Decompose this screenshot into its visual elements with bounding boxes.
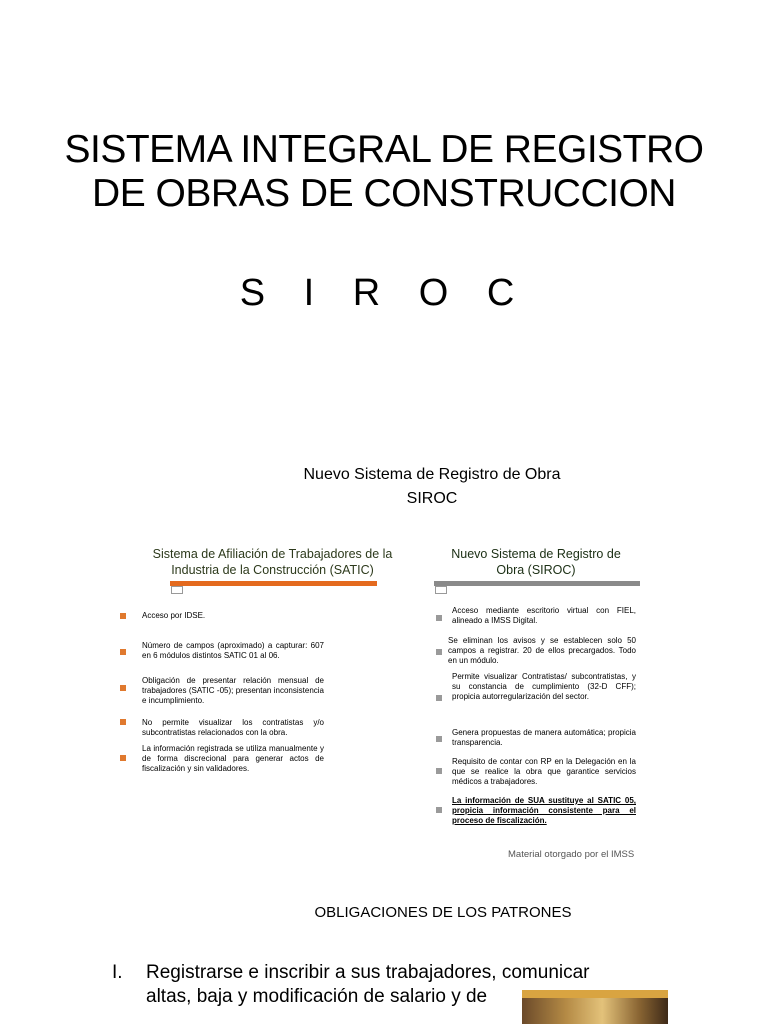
right-item-1: Acceso mediante escritorio virtual con FIEL, alineado a IMSS Digital. [452,606,636,625]
title-line-2: DE OBRAS DE CONSTRUCCION [92,172,676,215]
bullet-icon [436,807,442,813]
acronym-siroc: S I R O C [239,272,529,314]
bullet-icon [436,736,442,742]
left-item-5: La información registrada se utiliza manualmente y de forma discrecional para generar actos de fiscalización y sin validadores. [142,744,324,773]
bullet-icon [436,649,442,655]
left-item-4: No permite visualizar los contratistas y/o subcontratistas relacionados con la obra. [142,718,324,737]
bullet-icon [120,755,126,761]
right-item-4: Genera propuestas de manera automática; propicia transparencia. [452,728,636,747]
right-item-3: Permite visualizar Contratistas/ subcontratistas, y su constancia de cumplimiento (32-D CFF); propicia autorregularización del sector. [452,672,636,701]
right-column-bar [434,581,640,586]
bullet-icon [436,768,442,774]
slide-heading-2: SIROC [406,490,458,507]
bullet-icon [120,685,126,691]
title-line-1: SISTEMA INTEGRAL DE REGISTRO [64,128,704,171]
list-number: I. [112,962,123,983]
bullet-icon [120,649,126,655]
left-item-3: Obligación de presentar relación mensual de trabajadores (SATIC -05); presentan inconsistencia e incumplimiento. [142,676,324,705]
left-column-tab [171,586,183,594]
bullet-icon [120,719,126,725]
right-column-tab [435,586,447,594]
obligation-line-1: Registrarse e inscribir a sus trabajadores, comunicar [146,962,590,983]
right-column-title-1: Nuevo Sistema de Registro de [451,547,621,561]
book-cover-strip [522,990,668,998]
left-column-title-1: Sistema de Afiliación de Trabajadores de la [152,547,393,561]
slide-heading-1: Nuevo Sistema de Registro de Obra [303,466,561,483]
left-item-1: Acceso por IDSE. [142,611,206,620]
right-item-5: Requisito de contar con RP en la Delegación en la que se realice la obra que garantice servicios médicos a trabajadores. [452,757,636,786]
bullet-icon [436,695,442,701]
obligation-line-2: altas, baja y modificación de salario y de [146,986,488,1007]
left-column-title-2: Industria de la Construcción (SATIC) [171,563,374,577]
right-item-6: La información de SUA sustituye al SATIC 05, propicia información consistente para el proceso de fiscalización. [452,796,636,825]
bullet-icon [436,615,442,621]
left-column-bar [170,581,377,586]
right-item-2: Se eliminan los avisos y se establecen solo 50 campos a registrar. 20 de ellos precargados. Todo en un módulo. [448,636,636,665]
source-credit: Material otorgado por el IMSS [508,849,635,860]
obligations-heading: OBLIGACIONES DE LOS PATRONES [314,904,572,921]
right-column-title-2: Obra (SIROC) [496,563,576,577]
bullet-icon [120,613,126,619]
left-item-2: Número de campos (aproximado) a capturar: 607 en 6 módulos distintos SATIC 01 al 06. [142,641,324,660]
